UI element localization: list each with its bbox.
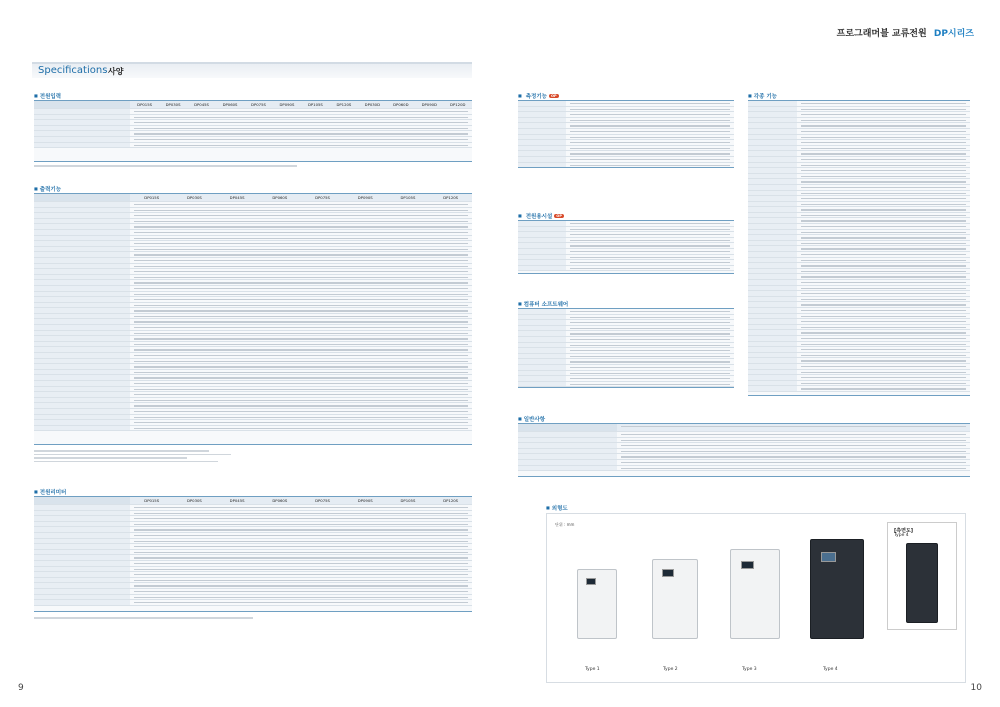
- page-number-right: 10: [970, 683, 982, 693]
- side-view-box: [887, 522, 957, 630]
- functions-table: [748, 100, 970, 396]
- page-number-left: 9: [18, 683, 24, 693]
- limiter-table: DP015S DP030S DP045S DP060S DP075S DP090S DP105S DP120S: [34, 496, 472, 612]
- header-title: 프로그래머블 교류전원: [836, 29, 927, 39]
- unit-label: 단위 : mm: [555, 522, 575, 527]
- page-header: [837, 26, 974, 39]
- output-table: DP015S DP030S DP045S DP060S DP075S DP090S DP105S DP120S: [34, 193, 472, 445]
- type-4-label: Type 4: [823, 667, 838, 672]
- input-note: [34, 164, 472, 167]
- ups-type-4: [810, 539, 864, 639]
- type-1-label: Type 1: [585, 667, 600, 672]
- measure-table: [518, 100, 734, 168]
- type-2-label: Type 2: [663, 667, 678, 672]
- section-title-general: ■ 일반사항: [518, 415, 545, 423]
- ups-type-1: [577, 569, 617, 639]
- section-title-measure: ■ 측정기능 OP: [518, 92, 559, 100]
- section-title-functions: ■ 각종 기능: [748, 92, 777, 100]
- software-table: [518, 308, 734, 388]
- power-facility-table: [518, 220, 734, 274]
- outline-figure: [546, 513, 966, 683]
- limiter-note: [34, 616, 472, 619]
- section-title-output: ■ 출력기능: [34, 185, 61, 193]
- section-title-power-facility: ■ 전원용시설 OP: [518, 212, 564, 220]
- input-table: DP015S DP030S DP045S DP060S DP075S DP090S DP105S DP120S DP030D DP060D DP090D DP120D: [34, 100, 472, 162]
- side-view-label: [측면도]: [894, 528, 914, 534]
- header-series: DP시리즈: [933, 29, 974, 39]
- spec-title-ko: 사양: [108, 67, 124, 76]
- output-notes: [34, 448, 472, 474]
- section-title-limiter: ■ 전원리미터: [34, 488, 66, 496]
- ups-type-3: [730, 549, 780, 639]
- ups-side-view: [906, 543, 938, 623]
- right-page: [500, 0, 1000, 707]
- general-table: [518, 423, 970, 477]
- section-title-software: ■ 컴퓨터 소프트웨어: [518, 300, 568, 308]
- spec-title-en: Specifications: [38, 65, 108, 76]
- spec-band: [32, 62, 472, 78]
- type-3-label: Type 3: [742, 667, 757, 672]
- section-title-outline: ■ 외형도: [546, 504, 568, 512]
- section-title-input: ■ 전원입력: [34, 92, 61, 100]
- side-view-type: Type 4: [894, 533, 909, 538]
- ups-type-2: [652, 559, 698, 639]
